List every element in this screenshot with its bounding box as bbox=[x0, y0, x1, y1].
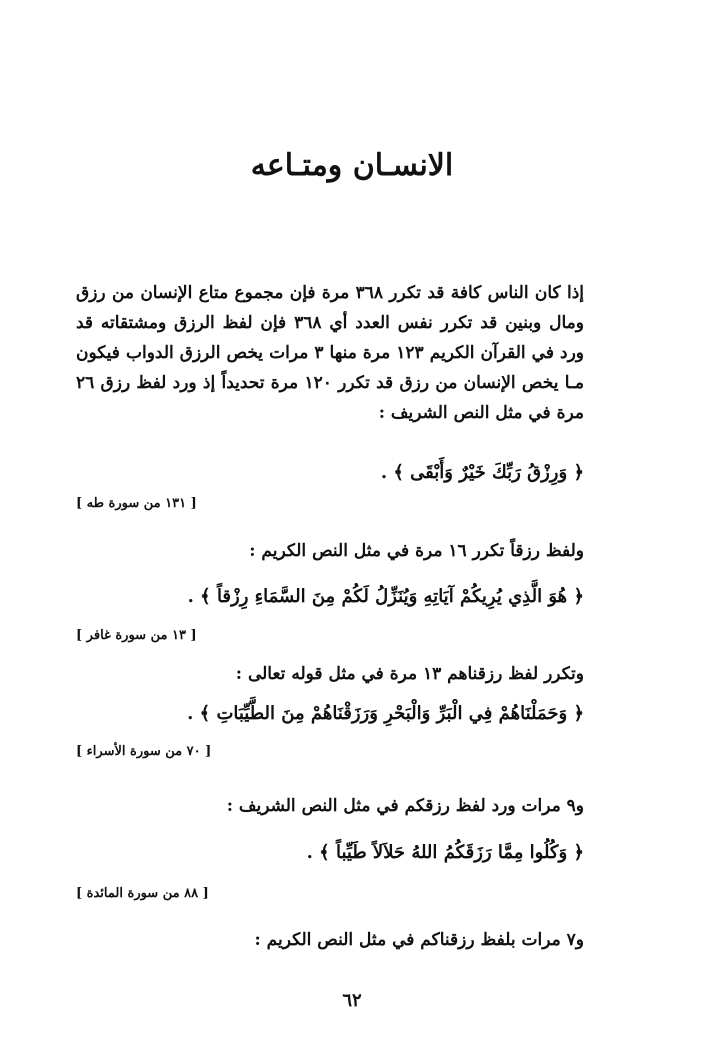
page-number: ٦٢ bbox=[342, 990, 362, 1011]
verse-reference: [ ١٣١ من سورة طه ] bbox=[76, 496, 197, 511]
section-lead: وتكرر لفظ رزقناهم ١٣ مرة في مثل قوله تعالى : bbox=[235, 664, 584, 684]
verse-reference: [ ٨٨ من سورة المائدة ] bbox=[76, 886, 209, 901]
section-lead: و٩ مرات ورد لفظ رزقكم في مثل النص الشريف : bbox=[226, 796, 584, 816]
quran-verse: ﴿ وَحَمَلْنَاهُمْ فِي الْبَرِّ وَالْبَحْرِ وَرَزَقْنَاهُمْ مِنَ الطَّيِّبَاتِ ﴾ . bbox=[187, 703, 584, 724]
page-title: الانسـان ومتـاعه bbox=[250, 148, 454, 183]
quran-verse: ﴿ هُوَ الَّذِي يُرِيكُمْ آيَاتِهِ وَيُنَزِّلُ لَكُمْ مِنَ السَّمَاءِ رِزْقاً ﴾ . bbox=[187, 586, 584, 607]
intro-paragraph: إذا كان الناس كافة قد تكرر ٣٦٨ مرة فإن مجموع متاع الإنسان من رزق ومال وبنين قد تكرر نفس العدد أي ٣٦٨ فإن لفظ الرزق ومشتقاته قد ورد في القرآن الكريم ١٢٣ مرة منها ٣ مرات يخص الرزق الدواب فيكون مـا يخص الإنسان من رزق قد تكرر ١٢٠ مرة تحديداً إذ ورد لفظ رزق ٢٦ مرة في مثل النص الشريف : bbox=[76, 283, 584, 423]
verse-reference: [ ١٣ من سورة غافر ] bbox=[76, 628, 197, 643]
section-lead: ولفظ رزقاً تكرر ١٦ مرة في مثل النص الكريم : bbox=[249, 541, 584, 561]
quran-verse: ﴿ وَرِزْقُ رَبِّكَ خَيْرٌ وَأَبْقَى ﴾ . bbox=[380, 462, 584, 483]
quran-verse: ﴿ وَكُلُوا مِمَّا رَزَقَكُمُ اللهُ حَلاَلاً طَيِّباً ﴾ . bbox=[306, 842, 584, 863]
verse-reference: [ ٧٠ من سورة الأسراء ] bbox=[76, 744, 212, 759]
section-lead: و٧ مرات بلفظ رزقناكم في مثل النص الكريم : bbox=[254, 930, 584, 950]
